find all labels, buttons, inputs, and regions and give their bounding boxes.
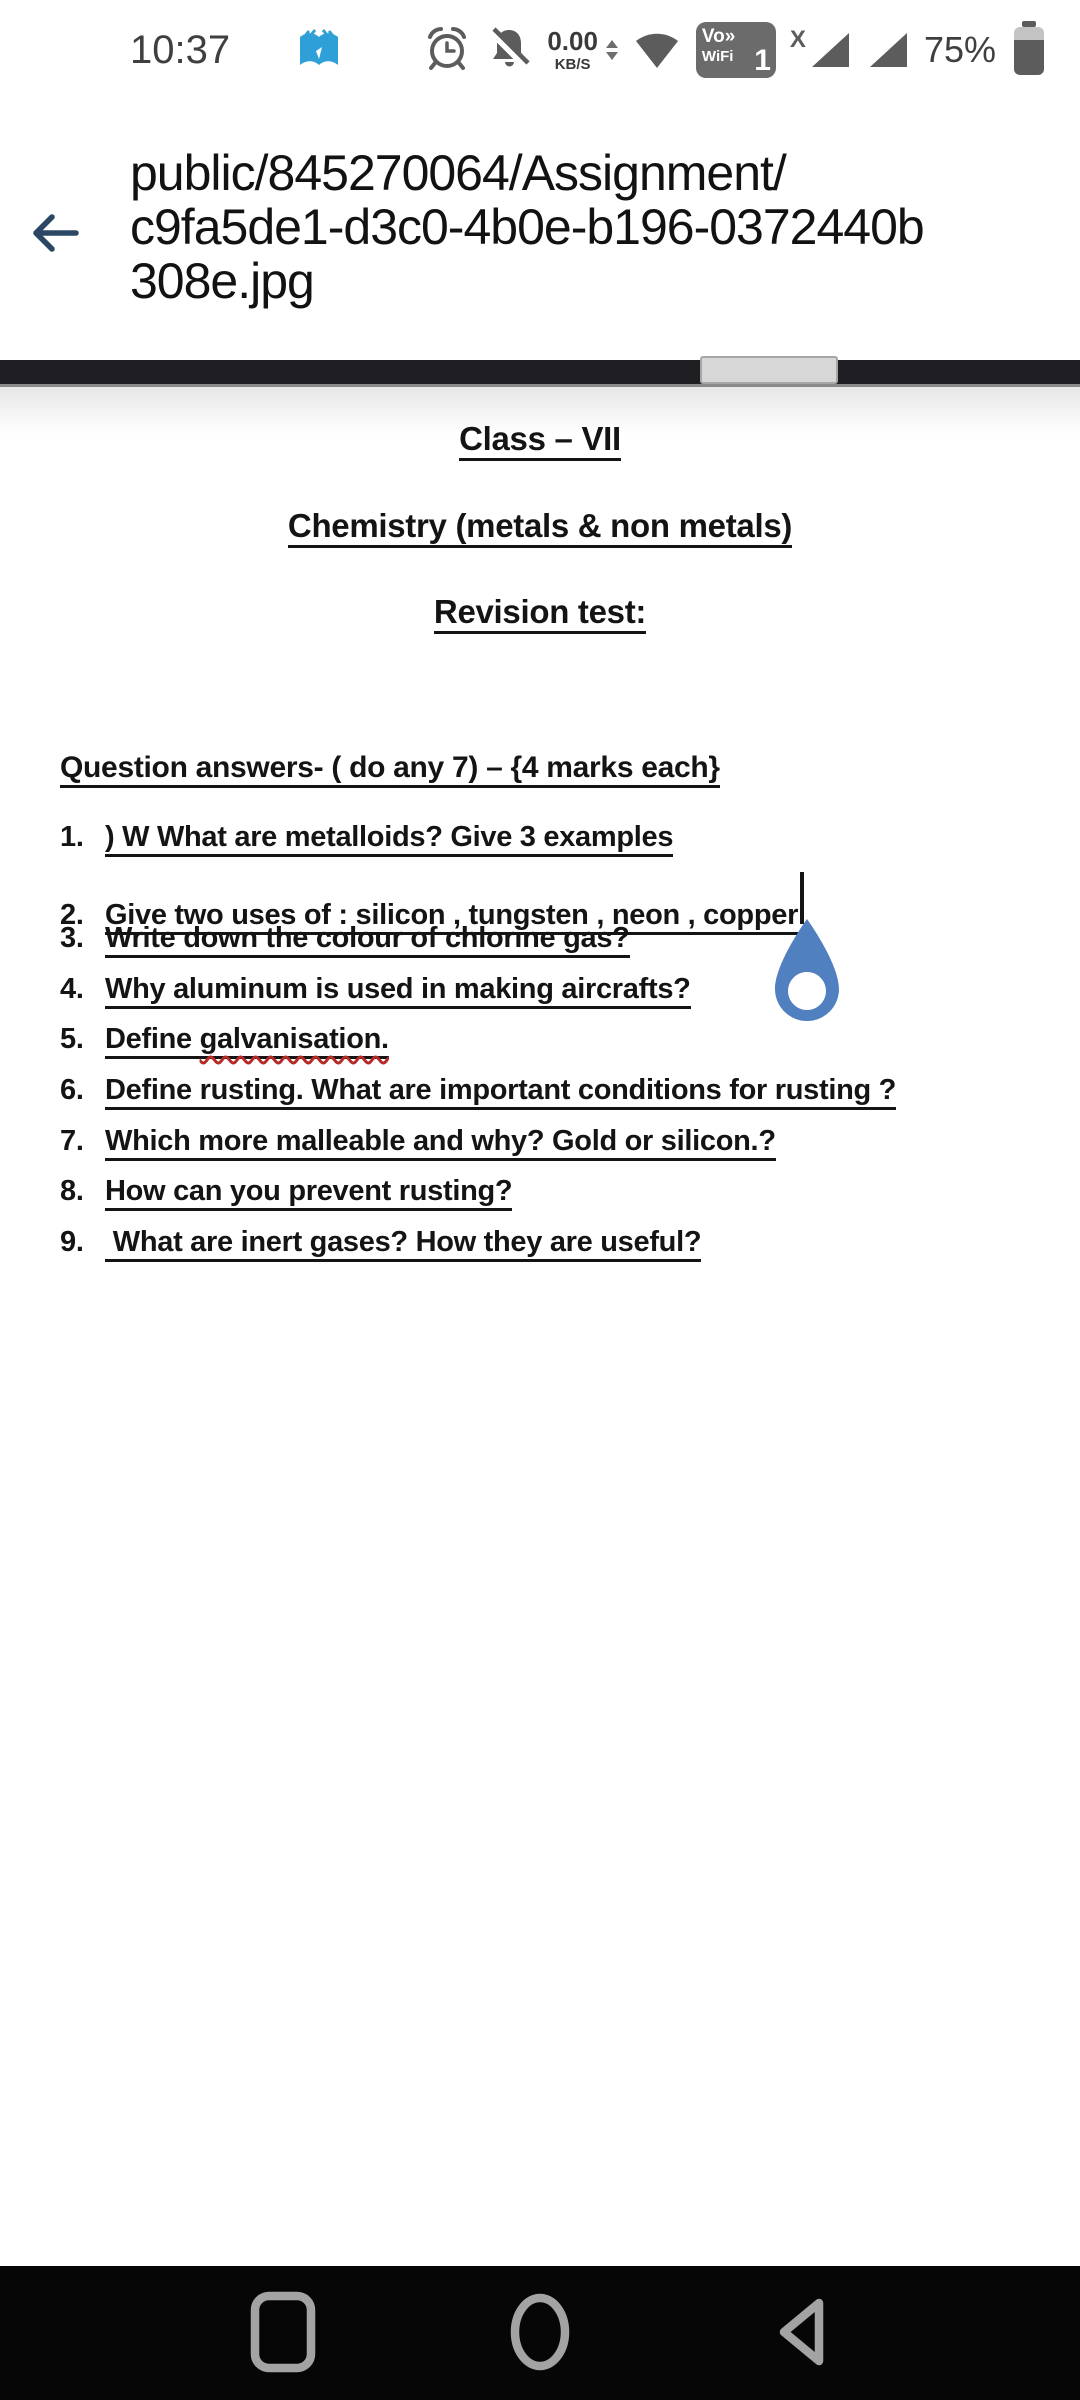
- traffic-arrows-icon: [606, 40, 618, 60]
- doc-section-title: Question answers- ( do any 7) – {4 marks each}: [60, 751, 720, 785]
- file-path-line1: public/845270064/Assignment/: [130, 145, 786, 201]
- arrow-left-icon: [30, 211, 82, 258]
- question-list: [60, 821, 1060, 1276]
- question-number: 5.: [60, 1023, 84, 1056]
- vowifi-line2: WiFi: [701, 48, 734, 65]
- vowifi-sim-number: 1: [754, 44, 771, 77]
- misspelled-word: galvanisation.: [199, 1023, 389, 1056]
- question-text-prefix: Define: [105, 1023, 200, 1056]
- question-number: 2.: [60, 898, 84, 931]
- question-item-1: [60, 821, 1060, 872]
- question-item-4: [60, 973, 1060, 1024]
- cell-signal-1-icon: [808, 26, 852, 75]
- question-number: 9.: [60, 1225, 84, 1258]
- question-item-5: [60, 1023, 1060, 1074]
- file-path-line2: c9fa5de1-d3c0-4b0e-b196-0372440b: [130, 199, 924, 255]
- question-text: What are inert gases? How they are useful?: [105, 1226, 701, 1262]
- network-speed-unit: KB/S: [554, 56, 591, 73]
- question-text: ) W What are metalloids? Give 3 examples: [105, 821, 673, 857]
- question-number: 7.: [60, 1124, 84, 1157]
- network-speed-indicator: [547, 28, 598, 72]
- doc-heading-class: Class – VII: [0, 420, 1080, 458]
- alarm-clock-icon: [423, 24, 471, 77]
- question-text: Which more malleable and why? Gold or silicon.?: [105, 1125, 776, 1161]
- clock-text: 10:37: [130, 27, 231, 72]
- question-number: 3.: [60, 922, 84, 955]
- question-text: Give two uses of : silicon , tungsten , neon , copper: [105, 899, 798, 935]
- recents-square-icon: [250, 2291, 316, 2376]
- status-bar: [0, 0, 1080, 100]
- wifi-icon: [632, 26, 682, 75]
- sim1-no-service-x: X: [789, 26, 806, 53]
- nav-back-button[interactable]: [762, 2266, 842, 2400]
- back-button[interactable]: [28, 208, 84, 260]
- question-text: [105, 1023, 389, 1059]
- recents-button[interactable]: [243, 2266, 323, 2400]
- question-number: 1.: [60, 821, 84, 853]
- question-item-8: [60, 1175, 1060, 1226]
- file-path-title: [130, 146, 1080, 308]
- question-item-2: [60, 872, 1060, 931]
- home-circle-icon: [510, 2292, 570, 2375]
- vowifi-badge: [696, 22, 776, 78]
- doc-heading-subject: Chemistry (metals & non metals): [0, 507, 1080, 545]
- question-item-9: [60, 1226, 1060, 1277]
- text-selection-drop-handle-icon[interactable]: [768, 917, 846, 1032]
- question-number: 6.: [60, 1073, 84, 1106]
- vowifi-line1: Vo»: [701, 26, 736, 47]
- image-top-dark-bar: [0, 360, 1080, 387]
- question-item-7: [60, 1125, 1060, 1176]
- battery-icon: [1010, 19, 1048, 82]
- cell-signal-2-icon: [866, 26, 910, 75]
- question-text: Why aluminum is used in making aircrafts?: [105, 973, 691, 1009]
- file-path-line3: 308e.jpg: [130, 253, 314, 309]
- home-button[interactable]: [500, 2266, 580, 2400]
- navigation-bar: [0, 2266, 1080, 2400]
- network-speed-value: 0.00: [547, 26, 598, 56]
- back-triangle-icon: [771, 2293, 833, 2374]
- question-number: 4.: [60, 972, 84, 1005]
- document-image: [0, 387, 1080, 2265]
- question-text: Define rusting. What are important conditions for rusting ?: [105, 1074, 896, 1110]
- question-item-3: [60, 922, 1060, 973]
- status-icons: [423, 19, 1048, 82]
- battery-percent-text: 75%: [923, 29, 996, 70]
- question-number: 8.: [60, 1175, 84, 1208]
- question-text: Write down the colour of chlorine gas?: [105, 922, 630, 958]
- reader-app-icon: [296, 29, 342, 71]
- doc-heading-test: Revision test:: [0, 593, 1080, 631]
- text-cursor: [800, 872, 804, 924]
- notifications-off-icon: [485, 24, 533, 77]
- app-bar: [0, 100, 1080, 358]
- question-text: How can you prevent rusting?: [105, 1175, 512, 1211]
- question-item-6: [60, 1074, 1060, 1125]
- scroll-indicator-tab: [700, 356, 838, 384]
